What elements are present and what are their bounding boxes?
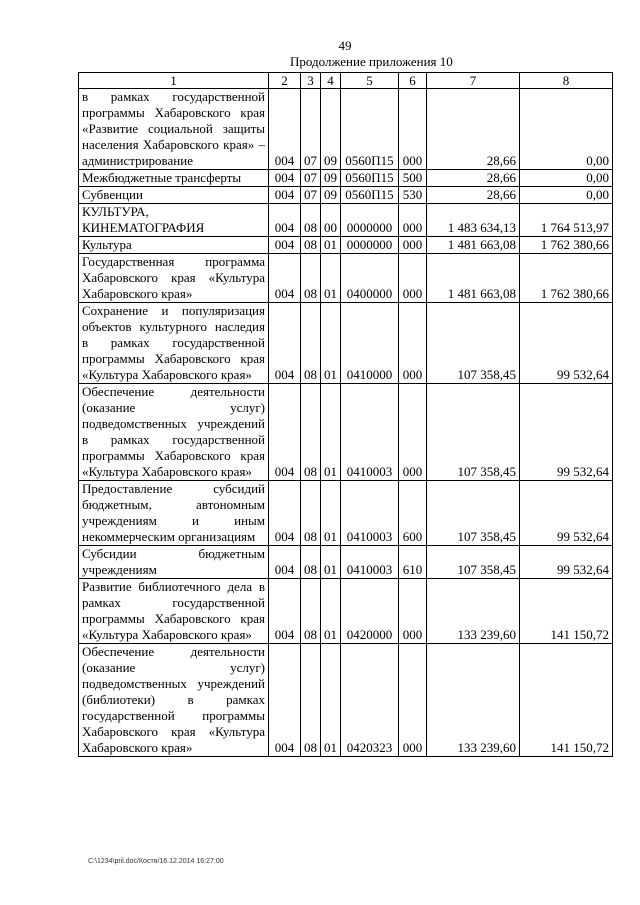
expense-type-cell: 000 <box>399 237 427 254</box>
item-name-cell: Обеспечение деятельности (оказание услуг) подведомственных учреждений в рамках государственной программы Хабаровского края «Культура Хабаровского края» <box>79 384 269 481</box>
subsection-code-cell: 01 <box>321 579 341 644</box>
amount-year1-cell: 107 358,45 <box>427 481 520 546</box>
admin-code-cell: 004 <box>269 546 301 579</box>
item-name-cell: Предоставление субсидий бюджетным, автономным учреждениям и иным некоммерческим организациям <box>79 481 269 546</box>
subsection-code-cell: 01 <box>321 303 341 384</box>
amount-year2-cell: 0,00 <box>520 89 613 170</box>
column-header: 8 <box>520 73 613 89</box>
table-row <box>79 89 613 170</box>
subsection-code-cell: 00 <box>321 204 341 237</box>
section-code-cell: 08 <box>301 237 321 254</box>
expense-type-cell: 000 <box>399 254 427 303</box>
amount-year1-cell: 28,66 <box>427 89 520 170</box>
section-code-cell: 08 <box>301 644 321 757</box>
expense-type-cell: 530 <box>399 187 427 204</box>
table-row <box>79 254 613 303</box>
admin-code-cell: 004 <box>269 303 301 384</box>
subsection-code-cell: 09 <box>321 89 341 170</box>
admin-code-cell: 004 <box>269 170 301 187</box>
admin-code-cell: 004 <box>269 644 301 757</box>
table-row <box>79 579 613 644</box>
subsection-code-cell: 01 <box>321 546 341 579</box>
continuation-title: Продолжение приложения 10 <box>290 54 453 69</box>
amount-year2-cell: 1 762 380,66 <box>520 254 613 303</box>
amount-year2-cell: 1 762 380,66 <box>520 237 613 254</box>
amount-year2-cell: 99 532,64 <box>520 546 613 579</box>
table-row <box>79 644 613 757</box>
item-name-cell: КУЛЬТУРА, КИНЕМАТОГРАФИЯ <box>79 204 269 237</box>
amount-year1-cell: 1 481 663,08 <box>427 237 520 254</box>
table-body <box>79 73 613 757</box>
admin-code-cell: 004 <box>269 187 301 204</box>
amount-year1-cell: 107 358,45 <box>427 303 520 384</box>
section-code-cell: 08 <box>301 303 321 384</box>
column-header: 7 <box>427 73 520 89</box>
amount-year2-cell: 1 764 513,97 <box>520 204 613 237</box>
item-name-cell: Государственная программа Хабаровского края «Культура Хабаровского края» <box>79 254 269 303</box>
target-article-cell: 0410003 <box>341 384 399 481</box>
section-code-cell: 07 <box>301 89 321 170</box>
expense-type-cell: 000 <box>399 89 427 170</box>
column-header: 3 <box>301 73 321 89</box>
item-name-cell: Обеспечение деятельности (оказание услуг) подведомственных учреждений (библиотеки) в рамках государственной программы Хабаровского края «Культура Хабаровского края» <box>79 644 269 757</box>
table-row <box>79 237 613 254</box>
target-article-cell: 0560П15 <box>341 170 399 187</box>
admin-code-cell: 004 <box>269 254 301 303</box>
amount-year2-cell: 141 150,72 <box>520 579 613 644</box>
expense-type-cell: 000 <box>399 303 427 384</box>
section-code-cell: 08 <box>301 546 321 579</box>
target-article-cell: 0420000 <box>341 579 399 644</box>
expense-type-cell: 000 <box>399 204 427 237</box>
column-header: 5 <box>341 73 399 89</box>
table-row <box>79 170 613 187</box>
section-code-cell: 08 <box>301 254 321 303</box>
subsection-code-cell: 01 <box>321 254 341 303</box>
item-name-cell: Культура <box>79 237 269 254</box>
section-code-cell: 08 <box>301 481 321 546</box>
amount-year1-cell: 28,66 <box>427 187 520 204</box>
section-code-cell: 07 <box>301 187 321 204</box>
section-code-cell: 08 <box>301 579 321 644</box>
table-row <box>79 204 613 237</box>
table-row <box>79 546 613 579</box>
amount-year2-cell: 99 532,64 <box>520 303 613 384</box>
target-article-cell: 0410003 <box>341 546 399 579</box>
section-code-cell: 08 <box>301 384 321 481</box>
item-name-cell: Развитие библиотечного дела в рамках государственной программы Хабаровского края «Культура Хабаровского края» <box>79 579 269 644</box>
item-name-cell: Субвенции <box>79 187 269 204</box>
expense-type-cell: 000 <box>399 579 427 644</box>
table-header-row <box>79 73 613 89</box>
subsection-code-cell: 01 <box>321 384 341 481</box>
amount-year2-cell: 141 150,72 <box>520 644 613 757</box>
subsection-code-cell: 01 <box>321 237 341 254</box>
target-article-cell: 0000000 <box>341 204 399 237</box>
amount-year2-cell: 0,00 <box>520 170 613 187</box>
amount-year1-cell: 133 239,60 <box>427 644 520 757</box>
item-name-cell: Сохранение и популяризация объектов культурного наследия в рамках государственной программы Хабаровского края «Культура Хабаровского края» <box>79 303 269 384</box>
item-name-cell: Субсидии бюджетным учреждениям <box>79 546 269 579</box>
amount-year2-cell: 99 532,64 <box>520 481 613 546</box>
target-article-cell: 0410000 <box>341 303 399 384</box>
section-code-cell: 08 <box>301 204 321 237</box>
expense-type-cell: 600 <box>399 481 427 546</box>
table-row <box>79 481 613 546</box>
target-article-cell: 0560П15 <box>341 89 399 170</box>
table-row <box>79 303 613 384</box>
amount-year1-cell: 1 483 634,13 <box>427 204 520 237</box>
admin-code-cell: 004 <box>269 481 301 546</box>
item-name-cell: в рамках государственной программы Хабаровского края «Развитие социальной защиты населения Хабаровского края» – администрирование <box>79 89 269 170</box>
amount-year1-cell: 107 358,45 <box>427 384 520 481</box>
column-header: 1 <box>79 73 269 89</box>
table-row <box>79 187 613 204</box>
expense-type-cell: 610 <box>399 546 427 579</box>
target-article-cell: 0560П15 <box>341 187 399 204</box>
target-article-cell: 0420323 <box>341 644 399 757</box>
admin-code-cell: 004 <box>269 384 301 481</box>
target-article-cell: 0400000 <box>341 254 399 303</box>
column-header: 6 <box>399 73 427 89</box>
target-article-cell: 0410003 <box>341 481 399 546</box>
amount-year2-cell: 0,00 <box>520 187 613 204</box>
subsection-code-cell: 01 <box>321 644 341 757</box>
column-header: 4 <box>321 73 341 89</box>
column-header: 2 <box>269 73 301 89</box>
expense-type-cell: 000 <box>399 644 427 757</box>
amount-year1-cell: 107 358,45 <box>427 546 520 579</box>
budget-table <box>78 72 613 757</box>
admin-code-cell: 004 <box>269 89 301 170</box>
expense-type-cell: 500 <box>399 170 427 187</box>
admin-code-cell: 004 <box>269 237 301 254</box>
admin-code-cell: 004 <box>269 579 301 644</box>
page-number: 49 <box>338 38 352 53</box>
item-name-cell: Межбюджетные трансферты <box>79 170 269 187</box>
target-article-cell: 0000000 <box>341 237 399 254</box>
subsection-code-cell: 09 <box>321 170 341 187</box>
footer-file-path: C:\1234\pril.doc/Костя/16.12.2014 16:27:00 <box>88 858 224 865</box>
expense-type-cell: 000 <box>399 384 427 481</box>
amount-year1-cell: 133 239,60 <box>427 579 520 644</box>
subsection-code-cell: 09 <box>321 187 341 204</box>
amount-year1-cell: 28,66 <box>427 170 520 187</box>
subsection-code-cell: 01 <box>321 481 341 546</box>
table-row <box>79 384 613 481</box>
admin-code-cell: 004 <box>269 204 301 237</box>
amount-year1-cell: 1 481 663,08 <box>427 254 520 303</box>
amount-year2-cell: 99 532,64 <box>520 384 613 481</box>
section-code-cell: 07 <box>301 170 321 187</box>
